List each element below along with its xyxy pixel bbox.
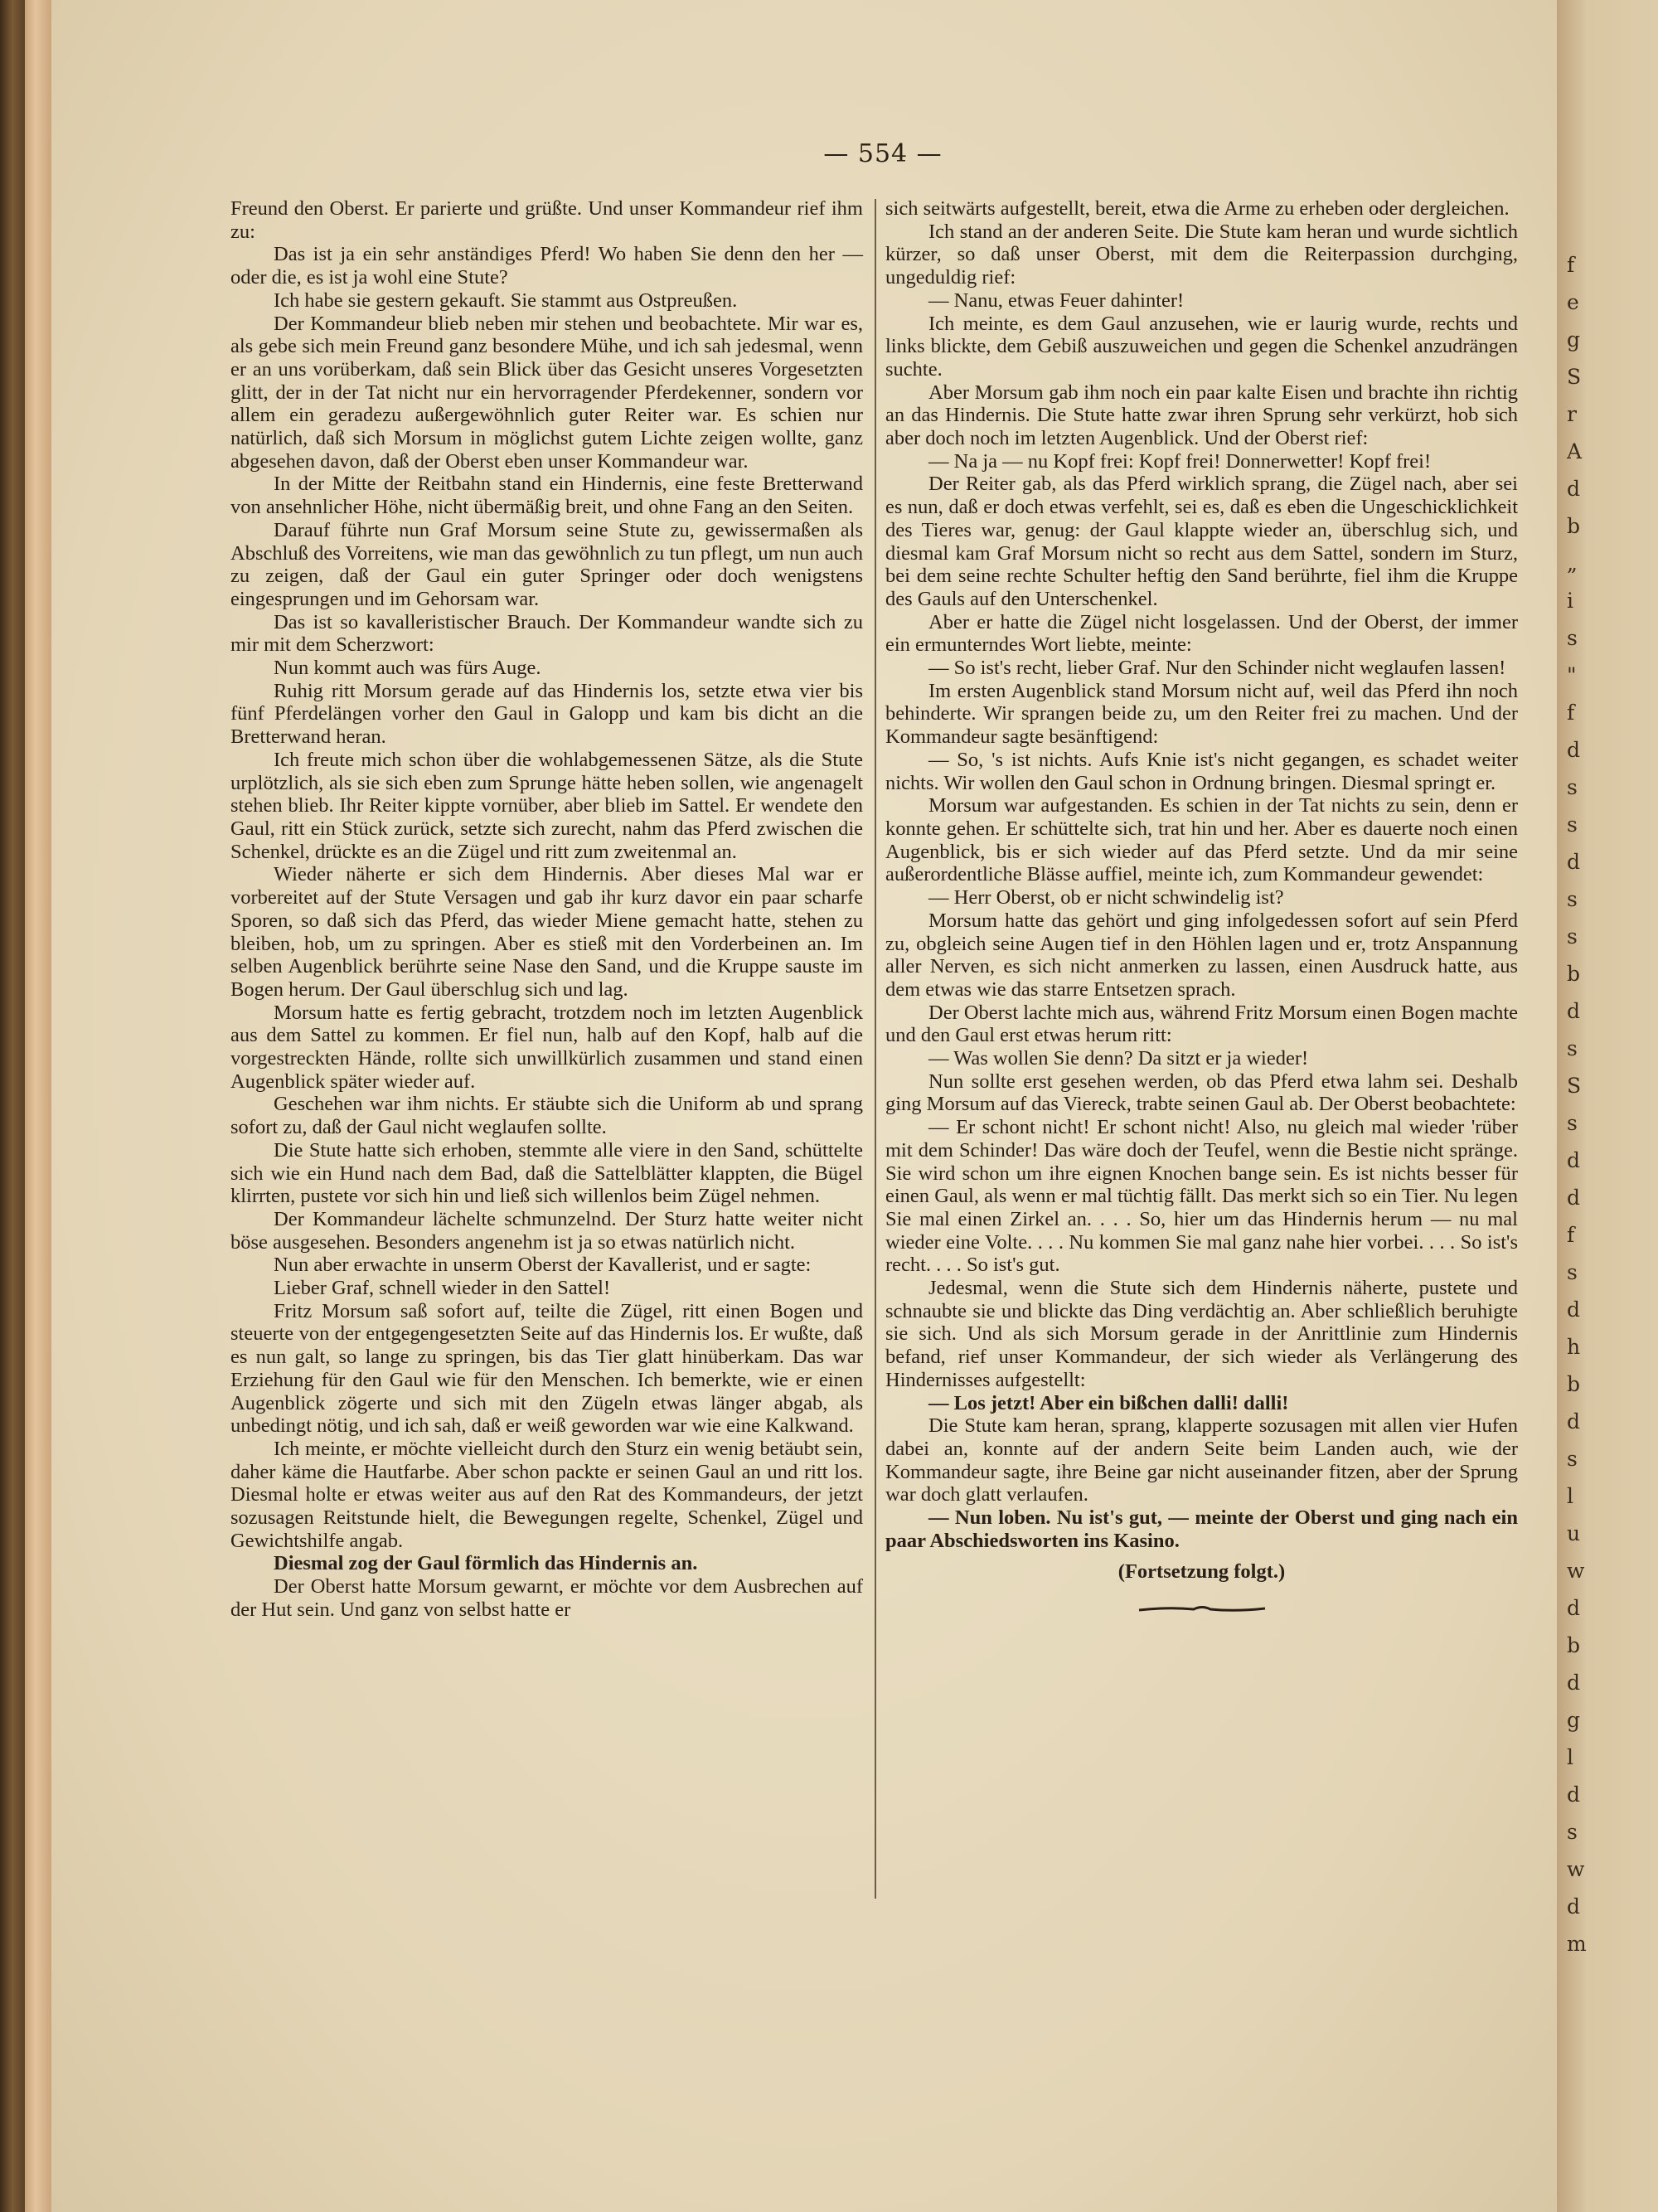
facing-page-line-fragment: d <box>1567 1783 1581 1807</box>
facing-page-line-fragment: d <box>1567 1298 1581 1322</box>
facing-page-line-fragment: d <box>1567 1671 1581 1695</box>
facing-page-line-fragment: s <box>1567 1111 1578 1135</box>
facing-page-line-fragment: g <box>1567 1708 1581 1732</box>
facing-page-line-fragment: w <box>1567 1857 1585 1881</box>
left-text-column <box>230 197 863 1622</box>
facing-page-line-fragment: s <box>1567 813 1578 837</box>
paragraph: Die Stute kam heran, sprang, klapperte sozusagen mit allen vier Hufen dabei an, konnte auf der andern Seite beim Landen auch, wie der Kommandeur sagte, ihre Beine gar nicht auseinander fitzen, aber der Sprung war doch glatt verlaufen. <box>885 1414 1518 1506</box>
facing-page-line-fragment: b <box>1567 1633 1581 1657</box>
facing-page-line-fragment: b <box>1567 962 1581 986</box>
paragraph: Fritz Morsum saß sofort auf, teilte die Zügel, ritt einen Bogen und steuerte von der entgegengesetzten Seite auf das Hindernis los. Er wußte, daß es nun galt, so lange zu springen, bis das Tier glatt hinüberkam. Das war Erziehung für den Gaul wie für den Menschen. Ich bemerkte, wie er einen Augenblick zögerte und sich mit den Zügeln etwas länger abgab, als unbedingt nötig, und ich sah, daß er weiß geworden war wie eine Kalkwand. <box>230 1299 863 1438</box>
facing-page-line-fragment: s <box>1567 887 1578 911</box>
paragraph: Ich habe sie gestern gekauft. Sie stammt aus Ostpreußen. <box>274 289 738 312</box>
paragraph: In der Mitte der Reitbahn stand ein Hindernis, eine feste Bretterwand von ansehnlicher Höhe, nicht übermäßig breit, und ohne Fang an den Seiten. <box>230 473 863 519</box>
facing-page-line-fragment: r <box>1567 402 1577 426</box>
paragraph: — Nun loben. Nu ist's gut, — meinte der Oberst und ging nach ein paar Abschiedsworten ins Kasino. <box>885 1506 1518 1552</box>
paragraph: sich seitwärts aufgestellt, bereit, etwa die Arme zu erheben oder dergleichen. <box>885 197 1510 220</box>
paragraph: Geschehen war ihm nichts. Er stäubte sich die Uniform ab und sprang sofort zu, daß der Gaul nicht weglaufen sollte. <box>230 1093 863 1139</box>
paragraph: Das ist so kavalleristischer Brauch. Der Kommandeur wandte sich zu mir mit dem Scherzwort: <box>230 610 863 657</box>
facing-page-line-fragment: S <box>1567 1074 1582 1098</box>
paragraph: Ruhig ritt Morsum gerade auf das Hindernis los, setzte etwa vier bis fünf Pferdelängen vorher den Gaul in Galopp und kam bis dicht an die Bretterwand heran. <box>230 679 863 749</box>
facing-page-line-fragment: b <box>1567 514 1581 538</box>
facing-page-line-fragment: d <box>1567 850 1581 874</box>
paragraph: — Los jetzt! Aber ein bißchen dalli! dalli! <box>928 1391 1289 1414</box>
facing-page-line-fragment: g <box>1567 327 1581 352</box>
continuation-note: (Fortsetzung folgt.) <box>1117 1560 1286 1584</box>
paragraph: Freund den Oberst. Er parierte und grüßte. Und unser Kommandeur rief ihm zu: <box>230 197 863 243</box>
facing-page-line-fragment: " <box>1567 663 1577 687</box>
paragraph: Ich stand an der anderen Seite. Die Stute kam heran und wurde sichtlich kürzer, so daß unser Oberst, mit dem die Reiterpassion durchging, ungeduldig rief: <box>885 220 1518 289</box>
facing-page-line-fragment: d <box>1567 999 1581 1023</box>
book-binding <box>0 0 25 2212</box>
paragraph: Morsum hatte das gehört und ging infolgedessen sofort auf sein Pferd zu, obgleich seine Augen tief in den Höhlen lagen und er, trotz Anspannung aller Nerven, es sich nicht anmerken zu lassen, einen Ausdruck hatte, aus dem etwas wie das starre Entsetzen sprach. <box>885 909 1518 1001</box>
column-divider <box>875 199 876 1899</box>
facing-page-line-fragment: i <box>1567 589 1573 613</box>
paragraph: Der Kommandeur blieb neben mir stehen und beobachtete. Mir war es, als gebe sich mein Freund ganz besondere Mühe, und ich sah jedesmal, wenn er an uns vorüberkam, daß sein Blick über das Gesicht unseres Vorgesetzten glitt, der in der Tat nicht nur ein hervorragender Pferdekenner, sondern vor allem ein geradezu außergewöhnlich guter Reiter war. Es schien nur natürlich, daß sich Morsum in möglichst gutem Lichte zeigen wollte, ganz abgesehen davon, daß der Oberst eben unser Kommandeur war. <box>230 312 863 473</box>
paragraph: Nun sollte erst gesehen werden, ob das Pferd etwa lahm sei. Deshalb ging Morsum auf das Viereck, trabte seinen Gaul ab. Der Oberst beobachtete: <box>885 1070 1518 1116</box>
facing-page-line-fragment: h <box>1567 1335 1581 1359</box>
right-text-column <box>885 197 1518 1615</box>
paragraph: Lieber Graf, schnell wieder in den Sattel! <box>274 1277 611 1300</box>
facing-page-line-fragment: d <box>1567 1894 1581 1919</box>
facing-page-line-fragment: S <box>1567 365 1582 389</box>
paragraph: Nun kommt auch was fürs Auge. <box>274 657 541 680</box>
facing-page-line-fragment: l <box>1567 1745 1573 1769</box>
paragraph: Ich meinte, es dem Gaul anzusehen, wie er laurig wurde, rechts und links blickte, dem Gebiß auszuweichen und gegen die Schenkel anzudrängen suchte. <box>885 312 1518 381</box>
paragraph: Morsum war aufgestanden. Es schien in der Tat nichts zu sein, denn er konnte gehen. Er schüttelte sich, trat hin und her. Aber es dauerte noch einen Augenblick, bis er sich wieder auf das Pferd setzte. Und da mir seine außerordentliche Blässe auffiel, meinte ich, zum Kommandeur gewendet: <box>885 794 1518 886</box>
paragraph: — Na ja — nu Kopf frei: Kopf frei! Donnerwetter! Kopf frei! <box>928 449 1432 473</box>
facing-page-line-fragment: m <box>1567 1932 1587 1956</box>
paragraph: Im ersten Augenblick stand Morsum nicht auf, weil das Pferd ihn noch behinderte. Wir sprangen beide zu, um den Reiter frei zu machen. Und der Kommandeur sagte besänftigend: <box>885 679 1518 749</box>
facing-page-line-fragment: d <box>1567 1596 1581 1620</box>
paragraph: — Er schont nicht! Er schont nicht! Also, nu gleich mal wieder 'rüber mit dem Schinder! Das wäre doch der Teufel, wenn die Bestie nicht spränge. Sie wird schon um ihre eignen Knochen bange sein. Es ist nichts besser für einen Gaul, als wenn er mal tüchtig fällt. Das merkt sich so ein Tier. Nu legen Sie mal einen Zirkel an. . . . So, hier um das Hindernis herum — nu mal wieder eine Volte. . . . Nu kommen Sie mal ganz nahe hier vorbei. . . . So ist's recht. . . . So ist's gut. <box>885 1116 1518 1277</box>
paragraph: Jedesmal, wenn die Stute sich dem Hindernis näherte, pustete und schnaubte sie und blickte das Ding verdächtig an. Aber schließlich beruhigte sie sich. Und als sich Morsum gerade in der Anrittlinie zum Hindernis befand, rief unser Kommandeur, der sich wieder als Verlängerung des Hindernisses aufgestellt: <box>885 1277 1518 1391</box>
page-number: — 554 — <box>823 139 943 168</box>
facing-page-line-fragment: s <box>1567 775 1578 799</box>
paragraph: Diesmal zog der Gaul förmlich das Hindernis an. <box>274 1552 698 1575</box>
paragraph: Der Oberst hatte Morsum gewarnt, er möchte vor dem Ausbrechen auf der Hut sein. Und ganz von selbst hatte er <box>230 1575 863 1621</box>
facing-page-line-fragment: d <box>1567 477 1581 501</box>
paragraph: Aber Morsum gab ihm noch ein paar kalte Eisen und brachte ihn richtig an das Hindernis. Die Stute hatte zwar ihren Sprung sehr verkürzt, hob sich aber doch noch im letzten Augenblick. Und der Oberst rief: <box>885 381 1518 450</box>
facing-page-line-fragment: u <box>1567 1521 1581 1545</box>
paragraph: — So, 's ist nichts. Aufs Knie ist's nicht gegangen, es schadet weiter nichts. Wir wollen den Gaul schon in Ordnung bringen. Diesmal springt er. <box>885 748 1518 794</box>
paragraph: Das ist ja ein sehr anständiges Pferd! Wo haben Sie denn den her — oder die, es ist ja wohl eine Stute? <box>230 243 863 289</box>
paragraph: Der Reiter gab, als das Pferd wirklich sprang, die Zügel nach, aber sei es nun, daß er doch etwas verfehlt, sei es, daß es eben die Ungeschicklichkeit des Tieres war, genug: der Gaul klappte wieder an, überschlug sich, und diesmal kam Graf Morsum nicht so recht aus dem Sattel, sondern im Sturz, bei dem seine rechte Schulter heftig den Sand berührte, fiel ihm die Kruppe des Gauls auf den Unterschenkel. <box>885 473 1518 610</box>
facing-page-line-fragment: s <box>1567 1260 1578 1284</box>
facing-page-line-fragment: e <box>1567 290 1579 314</box>
paragraph: Ich freute mich schon über die wohlabgemessenen Sätze, als die Stute urplötzlich, als sie sich eben zum Sprunge hätte heben sollen, wie angenagelt stehen blieb. Ihr Reiter kippte vornüber, aber blieb im Sattel. Er wendete den Gaul, ritt ein Stück zurück, setzte sich zurecht, nahm das Pferd zwischen die Schenkel, drückte es an die Zügel und ritt zum zweitenmal an. <box>230 748 863 863</box>
paragraph: Die Stute hatte sich erhoben, stemmte alle viere in den Sand, schüttelte sich wie ein Hund nach dem Bad, daß die Sattelblätter klappten, die Bügel klirrten, pustete vor sich hin und ließ sich willenlos beim Zügel nehmen. <box>230 1138 863 1208</box>
facing-page-line-fragment: s <box>1567 1036 1578 1060</box>
paragraph: Ich meinte, er möchte vielleicht durch den Sturz ein wenig betäubt sein, daher käme die Hautfarbe. Aber schon packte er seinen Gaul an und ritt los. Diesmal holte er etwas weiter aus auf den Rat des Kommandeurs, der jetzt sozusagen Reitstunde hielt, die Bewegungen regelte, Schenkel, Zügel und Gewichtshilfe angab. <box>230 1437 863 1552</box>
facing-page-line-fragment: d <box>1567 1409 1581 1433</box>
facing-page-line-fragment: f <box>1567 253 1575 277</box>
left-page-edge <box>25 0 51 2212</box>
facing-page-line-fragment: f <box>1567 1223 1575 1247</box>
paragraph: Darauf führte nun Graf Morsum seine Stute zu, gewissermaßen als Abschluß des Vorreitens, wie man das gewöhnlich zu tun pflegt, um nun auch zu zeigen, daß der Gaul ein guter Springer oder doch wenigstens eingesprungen und im Gehorsam war. <box>230 518 863 610</box>
facing-page-line-fragment: d <box>1567 738 1581 762</box>
facing-page-line-fragment: w <box>1567 1559 1585 1583</box>
paragraph: — Nanu, etwas Feuer dahinter! <box>928 289 1185 312</box>
paragraph: Wieder näherte er sich dem Hindernis. Aber dieses Mal war er vorbereitet auf der Stute Versagen und gab ihr kurz davor ein paar scharfe Sporen, so daß sich das Pferd, das wieder Miene gemacht hatte, stehen zu bleiben, hob, um zu springen. Aber es stieß mit den Vorderbeinen an. Im selben Augenblick berührte seine Nase den Sand, und die Kruppe sauste im Bogen herum. Der Gaul überschlug sich und lag. <box>230 863 863 1001</box>
facing-page-line-fragment: s <box>1567 1820 1578 1844</box>
paragraph: Morsum hatte es fertig gebracht, trotzdem noch im letzten Augenblick aus dem Sattel zu kommen. Er fiel nun, halb auf den Kopf, halb auf die vorgestreckten Hände, rollte sich unwillkürlich zusammen und stand einen Augenblick später wieder auf. <box>230 1001 863 1093</box>
facing-page-line-fragment: b <box>1567 1372 1581 1396</box>
end-ornament <box>1136 1603 1268 1615</box>
facing-page-edge <box>1557 0 1658 2212</box>
paragraph: Aber er hatte die Zügel nicht losgelassen. Und der Oberst, der immer ein ermunterndes Wort liebte, meinte: <box>885 610 1518 657</box>
paragraph: — Herr Oberst, ob er nicht schwindelig ist? <box>928 886 1284 910</box>
paragraph: Der Oberst lachte mich aus, während Fritz Morsum einen Bogen machte und den Gaul erst etwas herum ritt: <box>885 1001 1518 1047</box>
facing-page-line-fragment: s <box>1567 1447 1578 1471</box>
facing-page-line-fragment: f <box>1567 701 1575 725</box>
facing-page-line-fragment: „ <box>1567 551 1578 575</box>
facing-page-line-fragment: s <box>1567 924 1578 948</box>
facing-page-line-fragment: d <box>1567 1148 1581 1172</box>
facing-page-line-fragment: A <box>1567 439 1583 463</box>
facing-page-line-fragment: l <box>1567 1484 1573 1508</box>
facing-page-line-fragment: s <box>1567 626 1578 650</box>
paragraph: — Was wollen Sie denn? Da sitzt er ja wieder! <box>928 1047 1309 1070</box>
paragraph: Nun aber erwachte in unserm Oberst der Kavallerist, und er sagte: <box>274 1254 812 1277</box>
facing-page-line-fragment: d <box>1567 1186 1581 1210</box>
paragraph: — So ist's recht, lieber Graf. Nur den Schinder nicht weglaufen lassen! <box>928 657 1506 680</box>
paragraph: Der Kommandeur lächelte schmunzelnd. Der Sturz hatte weiter nicht böse ausgesehen. Besonders angenehm ist ja so etwas natürlich nicht. <box>230 1207 863 1254</box>
